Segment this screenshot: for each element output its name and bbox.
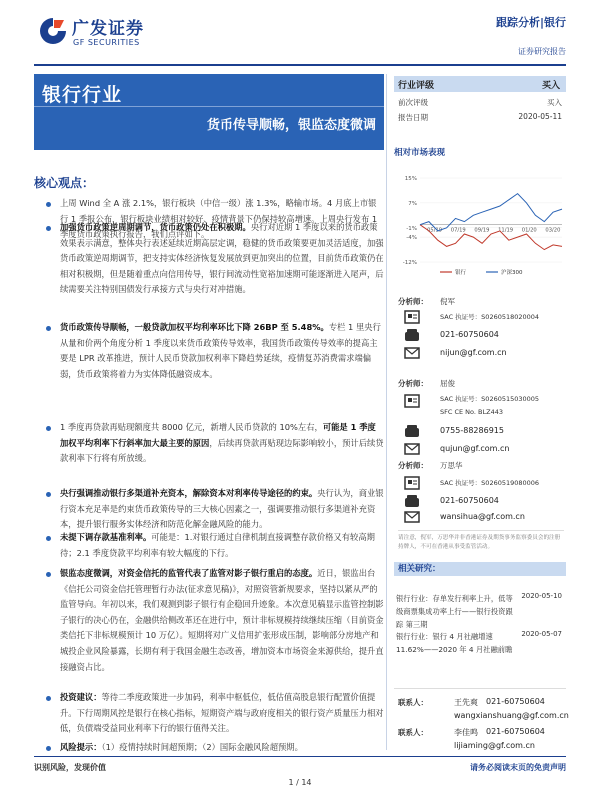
bullet-icon [46, 536, 51, 541]
related-item-text: 银行行业：存单发行利率上升，低等级商票集成功率上行——银行投资跟踪 第三期 [396, 594, 513, 629]
core-point-heading: 风险提示： [60, 742, 102, 752]
report-type: 证券研究报告 [518, 47, 566, 56]
logo-text-cn: 广发证券 [72, 19, 144, 39]
rating-value: 买入 [541, 81, 560, 91]
analyst-label: 分析师： [398, 461, 428, 470]
analyst-name: 万思华 [440, 461, 463, 470]
core-point-text: 1 季度再贷款再贴现额度共 8000 亿元，新增人民币贷款的 10%左右， [60, 422, 323, 432]
core-point [60, 220, 384, 298]
contact-email[interactable]: wangxianshuang@gf.com.cn [454, 711, 569, 720]
banner-divider [34, 106, 384, 107]
analyst-phone: 021-60750604 [440, 496, 499, 505]
bullet-icon [46, 492, 51, 497]
related-item-text: 银行行业：银行 4 月社融增速 11.62%——2020 年 4 月社融前瞻 [396, 632, 513, 654]
contact-phone: 021-60750604 [486, 697, 545, 706]
x-tick-label: 09/19 [474, 227, 490, 234]
company-logo [38, 14, 188, 50]
x-tick-label: 05/19 [427, 227, 443, 234]
contact-email[interactable]: lijiaming@gf.com.cn [454, 741, 535, 750]
y-tick-label: -1% [406, 225, 417, 232]
core-point [60, 420, 384, 467]
y-tick-label: 7% [408, 200, 417, 207]
core-point [60, 486, 384, 533]
phone-icon [404, 328, 420, 342]
x-tick-label: 11/19 [498, 227, 514, 234]
bullet-icon [46, 426, 51, 431]
y-tick-label: -12% [402, 260, 417, 266]
core-point-text: 近日，银监出台《信托公司资金信托管理暂行办法(征求意见稿)》，对照资管新规要求，坚持以紧从严的监管导向。年初以来，我们观测到影子银行有企稳回升迹象。本次意见稿显示监管控制影子银行的决心仍在，金融供给侧改革还在进行中，预计非标规模持续继续压缩（目前资金类信托下非标规模预计 10 万亿）。短期将对广义信用扩张形成压制，影响部分房地产和城投企业风险暴露，长期有利于我国金融生态改善，增加资本市场资金来源供给，提升直接融资占比。 [60, 568, 384, 672]
core-point [60, 740, 384, 756]
related-item-date: 2020-05-10 [521, 592, 562, 600]
core-point-heading: 未提下调存款基准利率。 [60, 532, 152, 542]
phone-icon [404, 494, 420, 508]
core-point-text: ，后续再贷款再贴现边际影响较小，预计后续贷款利率下行将有所放缓。 [60, 437, 384, 464]
logo-text-en: GF SECURITIES [73, 38, 140, 47]
analyst-email[interactable]: nijun@gf.com.cn [440, 348, 507, 357]
series-line-csi300 [420, 194, 562, 231]
license-note: 请注意，倪军，万思华并非香港证券及期货事务监察委员会的注册持牌人，不可在香港从事受监管活动。 [398, 530, 564, 552]
core-point-heading: 投资建议： [60, 692, 102, 702]
analyst-label: 分析师： [398, 379, 428, 388]
core-point-text: 央行对近期 1 季度以来的货币政策效果表示满意，整体央行表述延续近期高层定调，稳健的货币政策要更加灵活适度，加强货币政策逆周期调节，把支持实体经济恢复发展放到更加突出的位置，目前货币政策仍在相对积极期，但是随着重点向信用传导，银行间流动性宽裕加速期可能逐渐进入尾声，后续需要关注特别国债发行承接方式与央行对冲措施。 [60, 222, 384, 295]
phone-icon [404, 424, 420, 438]
core-point-heading: 加强货币政策逆周期调节，货币政策仍处在积极期。 [60, 222, 251, 232]
contact-label: 联系人： [398, 698, 428, 707]
y-tick-label: 15% [404, 176, 417, 182]
analyst-sac: SAC 执证号：S0260519080006 [440, 479, 540, 487]
email-icon [404, 442, 420, 456]
related-item-date: 2020-05-07 [521, 630, 562, 638]
rating-header [394, 76, 566, 92]
analyst-phone: 021-60750604 [440, 330, 499, 339]
related-research [394, 562, 566, 664]
rating-label: 行业评级 [398, 81, 435, 91]
analyst-sfc: SFC CE No. BLZ443 [440, 408, 503, 416]
disclaimer-link[interactable]: 请务必阅读末页的免责声明 [470, 763, 566, 772]
email-icon [404, 346, 420, 360]
related-item[interactable] [394, 620, 566, 664]
analyst-phone: 0755-88286915 [440, 426, 504, 435]
analyst-sac: SAC 执证号：S0260518020004 [440, 313, 540, 321]
legend-label-bank: 银行 [455, 270, 467, 276]
report-headline: 货币传导顺畅，银监态度微调 [206, 118, 376, 133]
page-number: 1 / 14 [288, 778, 312, 787]
core-point-heading: 银监态度微调，对资金信托的监管代表了监管对影子银行重启的态度。 [60, 568, 318, 578]
core-point-text: （1）疫情持续时间超预期；（2）国际金融风险超预期。 [101, 742, 303, 752]
analyst-panel [394, 296, 566, 550]
contact-label: 联系人： [398, 728, 428, 737]
x-tick-label: 07/19 [450, 227, 466, 234]
footer-divider [34, 756, 566, 757]
bullet-icon [46, 572, 51, 577]
bullet-icon [46, 226, 51, 231]
x-tick-label: 03/20 [545, 227, 561, 234]
core-point-heading: 央行强调推动银行多渠道补充资本，解除资本对利率传导途径的约束。 [60, 488, 318, 498]
legend-label-csi300: 沪深300 [501, 270, 523, 276]
contact-name: 李佳鸣 [454, 728, 478, 737]
bullet-icon [46, 696, 51, 701]
core-point [60, 566, 384, 675]
core-points-title: 核心观点： [34, 176, 95, 190]
report-date-value: 2020-05-11 [518, 112, 562, 121]
bullet-icon [46, 746, 51, 751]
report-date-label: 报告日期 [398, 113, 428, 122]
email-icon [404, 510, 420, 524]
badge-icon [404, 310, 420, 324]
core-point-text: 央行认为，商业银行资本充足率是约束货币政策传导的三大核心因素之一，强调要推动银行多渠道补充资本，提升银行服务实体经济和防范化解金融风险的能力。 [60, 488, 384, 530]
analyst-name: 屈俊 [440, 379, 455, 388]
market-title: 相对市场表现 [394, 148, 446, 158]
prev-rating-label: 前次评级 [398, 98, 428, 107]
y-tick-label: -4% [406, 235, 417, 242]
header-divider [34, 64, 566, 66]
contact-phone: 021-60750604 [486, 727, 545, 736]
report-kind: 跟踪分析|银行 [495, 16, 566, 29]
gf-logo-icon [38, 16, 68, 46]
contact-name: 王先爽 [454, 698, 478, 707]
related-item[interactable] [394, 576, 566, 629]
core-point [60, 690, 384, 737]
core-point-text: 专栏 1 里央行从量和价两个角度分析 1 季度以来货币政策传导效率，我国货币政策传导效率的提高主要是 LPR 改革推进，预计人民币贷款加权利率下降趋势延续，疫情复苏消费需求端偏弱，货币政策将着力为实体降低融资成本。 [60, 322, 381, 379]
analyst-name: 倪军 [440, 297, 455, 306]
analyst-sac: SAC 执证号：S0260515030005 [440, 395, 540, 403]
related-title: 相关研究： [394, 562, 566, 576]
bullet-icon [46, 202, 51, 207]
core-point-text: 上周 Wind 全 A 涨 2.1%，银行板块（中信一级）涨 1.3%，略输市场。4 月底上市银行 1 季报公布，银行板块业绩相对较好、疫情背景下仍保持较高增速。上周央行发布 1 季度货币政策执行报告，我们点评如下。 [60, 198, 378, 240]
bullet-icon [46, 326, 51, 331]
core-point-emphasis: 可能是 1 季度加权平均利率下行斜率加大最主要的原因 [60, 422, 376, 448]
core-point-text: 等待二季度政策进一步加码，利率中枢低位，低估值高股息银行配置价值提升。下行周期风控是银行在核心指标，短期资产端与政府度相关的银行资产质量压力相对低，负债端受益同业利率下行的银行值得关注。 [60, 692, 384, 734]
contacts-panel [394, 688, 569, 755]
title-banner [34, 74, 384, 150]
x-tick-label: 01/20 [521, 227, 537, 234]
core-point-heading: 货币政策传导顺畅，一般贷款加权平均利率环比下降 26BP 至 5.48%。 [60, 322, 329, 332]
analyst-label: 分析师： [398, 297, 428, 306]
column-divider [386, 74, 387, 750]
prev-rating-value: 买入 [547, 98, 562, 107]
analyst-email[interactable]: qujun@gf.com.cn [440, 444, 510, 453]
relative-performance-chart [394, 170, 566, 280]
badge-icon [404, 394, 420, 408]
core-point [60, 530, 384, 561]
core-point [60, 320, 384, 382]
industry-title: 银行行业 [42, 84, 123, 106]
analyst-email[interactable]: wansihua@gf.com.cn [440, 512, 525, 521]
footer-slogan: 识别风险，发现价值 [34, 763, 106, 772]
core-point-text: 可能是：1.对银行通过自律机制直接调整存款价格又有较高期待；2.1 季度贷款平均利率有较大幅度的下行。 [60, 532, 375, 558]
badge-icon [404, 476, 420, 490]
